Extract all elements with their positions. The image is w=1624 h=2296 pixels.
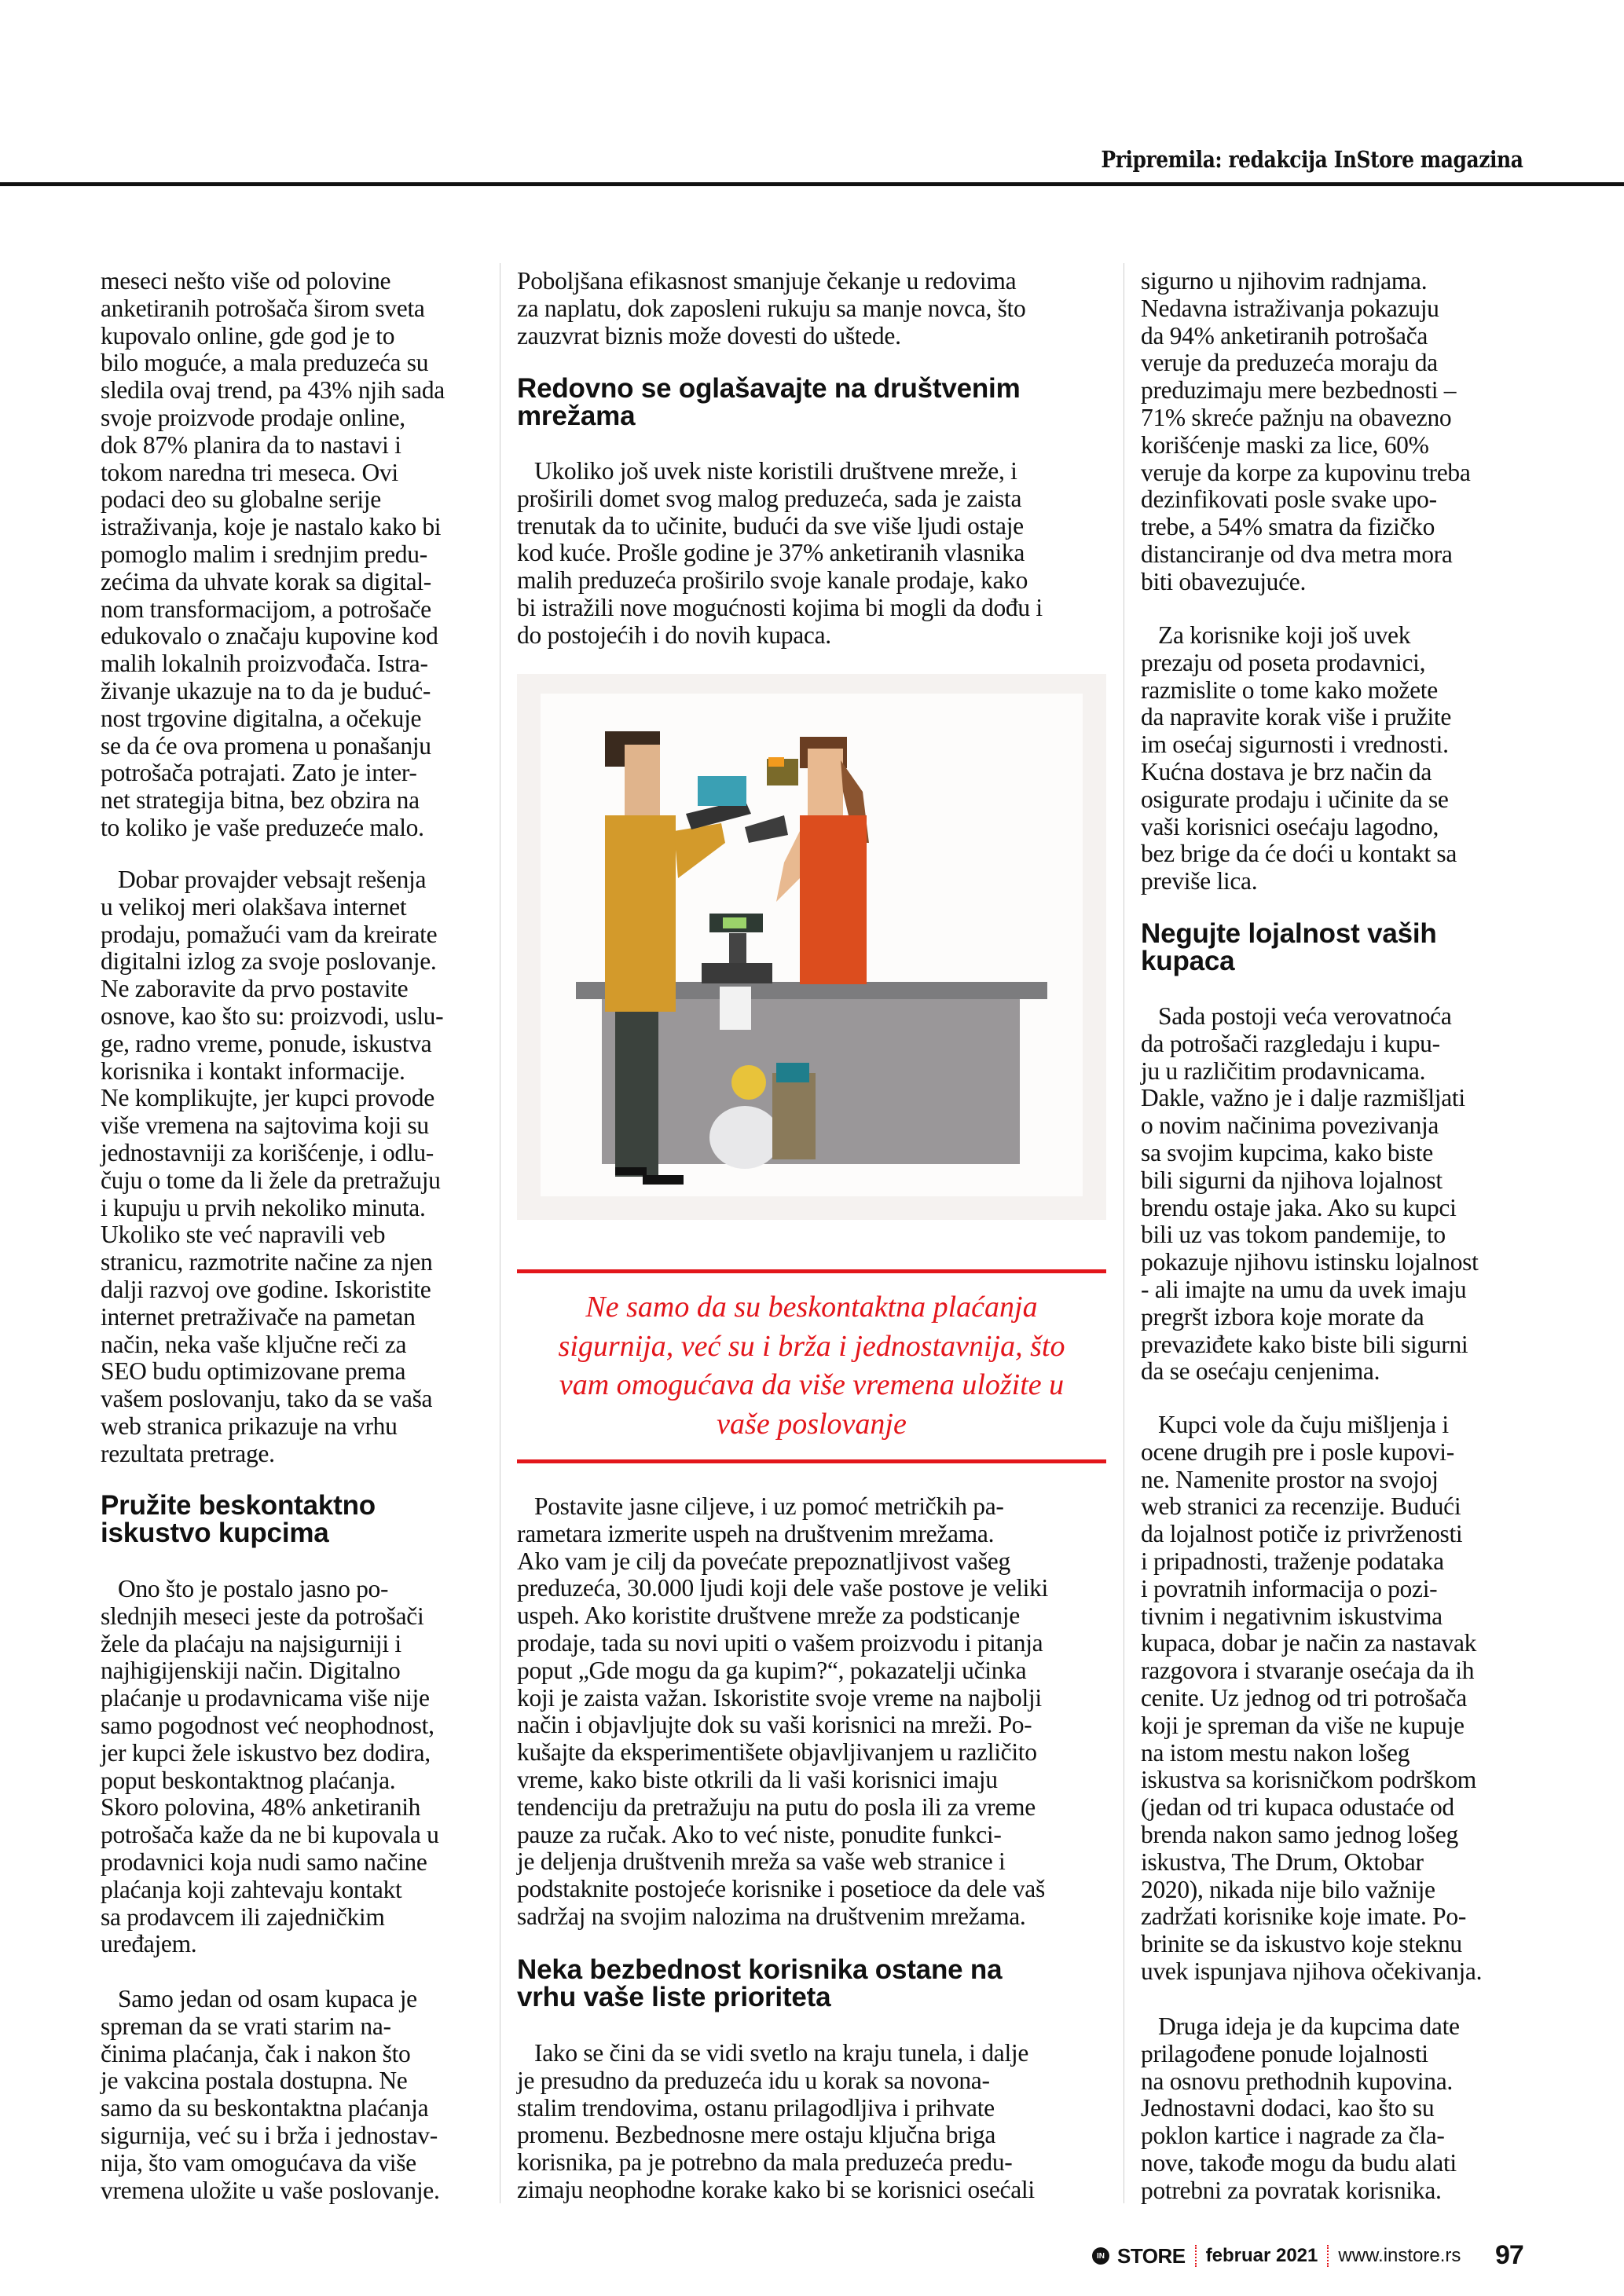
text-line: sigurno u njihovim radnjama.: [1141, 267, 1428, 295]
author-credit: Pripremila: redakcija InStore magazina: [1100, 146, 1523, 173]
paragraph: [517, 268, 1106, 350]
text-line: koji je spreman da više ne kupuje: [1141, 1711, 1465, 1739]
pull-quote-line: vam omogućava da više vremena uložite u: [559, 1368, 1065, 1402]
heading-line: Pružite beskontaktno: [101, 1490, 376, 1521]
text-line: Ukoliko još uvek niste koristili društvene mreže, i: [534, 457, 1017, 485]
text-line: korisnika i kontakt informacije.: [101, 1056, 405, 1085]
text-line: Nedavna istraživanja pokazuju: [1141, 294, 1439, 322]
text-line: brenda nakon samo jednog lošeg: [1141, 1820, 1458, 1848]
text-line: nom transformacijom, a potrošače: [101, 595, 431, 623]
text-line: poklon kartice i nagrade za čla-: [1141, 2122, 1445, 2150]
text-line: svoje proizvode prodaje online,: [101, 403, 405, 431]
text-line: istraživanja, koje je nastalo kako bi: [101, 513, 442, 541]
text-line: da lojalnost potiče iz privrženosti: [1141, 1520, 1463, 1548]
text-line: Za korisnike koji još uvek: [1158, 621, 1411, 649]
paragraph: [517, 2040, 1106, 2204]
text-line: bilo moguće, a mala preduzeća su: [101, 349, 429, 377]
text-line: (jedan od tri kupaca odustaće od: [1141, 1793, 1454, 1822]
text-line: u velikoj meri olakšava internet: [101, 892, 407, 921]
text-line: podaci deo su globalne serije: [101, 485, 381, 514]
text-line: zimaju neophodne korake kako bi se korisnici osećali: [517, 2175, 1035, 2203]
text-line: net strategija bitna, bez obzira na: [101, 786, 420, 815]
text-line: uspeh. Ako koristite društvene mreže za podsticanje: [517, 1602, 1020, 1630]
text-line: ne. Namenite prostor na svojoj: [1141, 1465, 1439, 1493]
heading-line: vrhu vaše liste prioriteta: [517, 1982, 831, 2012]
section-heading: [517, 375, 1106, 430]
text-line: sledila ovaj trend, pa 43% njih sada: [101, 376, 445, 405]
text-line: brendu ostaje jaka. Ako su kupci: [1141, 1193, 1457, 1221]
paragraph: [1141, 622, 1526, 895]
text-line: slednjih meseci jeste da potrošači: [101, 1602, 424, 1630]
section-heading: [517, 1956, 1106, 2011]
text-line: koji je zaista važan. Iskoristite svoje vreme na najbolji: [517, 1683, 1042, 1712]
pull-quote-line: vaše poslovanje: [717, 1408, 907, 1441]
text-line: nost trgovine digitalna, a očekuje: [101, 704, 422, 732]
heading-line: Redovno se oglašavajte na društvenim: [517, 373, 1021, 404]
text-line: pomoglo malim i srednjim predu-: [101, 540, 427, 568]
text-line: vremena uložite u vaše poslovanje.: [101, 2176, 440, 2204]
text-line: više vremena na sajtovima koji su: [101, 1111, 429, 1140]
text-line: poput beskontaktnog plaćanja.: [101, 1766, 396, 1794]
footer-separator: [1195, 2245, 1197, 2267]
text-line: prodaju, pomažući vam da kreirate: [101, 920, 438, 948]
text-line: cenite. Uz jednog od tri potrošača: [1141, 1683, 1467, 1712]
heading-line: iskustvo kupcima: [101, 1518, 329, 1548]
text-line: digitalni izlog za svoje poslovanje.: [101, 947, 437, 976]
text-line: prezaju od poseta prodavnici,: [1141, 648, 1426, 676]
text-line: da 94% anketiranih potrošača: [1141, 321, 1428, 350]
footer-website-link[interactable]: www.instore.rs: [1338, 2245, 1461, 2266]
paragraph: [101, 1986, 486, 2204]
text-line: distanciranje od dva metra mora: [1141, 540, 1453, 568]
paragraph: [101, 268, 486, 842]
text-line: - ali imajte na umu da uvek imaju: [1141, 1275, 1467, 1303]
text-line: Ne komplikujte, jer kupci provode: [101, 1084, 434, 1112]
text-line: kušajte da eksperimentišete objavljivanjem u različito: [517, 1738, 1037, 1767]
text-line: najhigijenskiji način. Digitalno: [101, 1657, 401, 1685]
text-line: meseci nešto više od polovine: [101, 267, 391, 295]
text-line: ge, radno vreme, ponude, iskustva: [101, 1029, 432, 1057]
text-line: malih preduzeća proširilo svoje kanale prodaje, kako: [517, 566, 1028, 595]
text-line: način i objavljujte dok su vaši korisnici na mreži. Po-: [517, 1711, 1032, 1739]
footer-separator: [1327, 2245, 1329, 2267]
text-line: 2020), nikada nije bilo važnije: [1141, 1875, 1435, 1903]
text-line: čuju o tome da li žele da pretražuju: [101, 1166, 441, 1194]
section-heading: [101, 1492, 486, 1547]
text-line: veruje da preduzeća moraju da: [1141, 349, 1438, 377]
text-line: da napravite korak više i pružite: [1141, 703, 1452, 731]
text-line: tendenciju da pretražuju na putu do posla ili za vreme: [517, 1792, 1036, 1821]
text-line: tivnim i negativnim iskustvima: [1141, 1602, 1443, 1630]
text-line: vaši korisnici osećaju lagodno,: [1141, 812, 1439, 840]
text-line: bi istražili nove mogućnosti kojima bi mogli da dođu i: [517, 593, 1043, 621]
text-line: vašem poslovanju, tako da se vaša: [101, 1385, 433, 1413]
instore-logo-icon: IN: [1092, 2247, 1109, 2265]
text-line: ju u različitim prodavnicama.: [1141, 1056, 1426, 1085]
footer-issue-date: februar 2021: [1205, 2245, 1318, 2266]
text-line: prevaziđete kako biste bili sigurni: [1141, 1330, 1468, 1358]
pull-quote-bottom-rule: [517, 1459, 1106, 1463]
paragraph: [1141, 1003, 1526, 1386]
text-line: Ne zaboravite da prvo postavite: [101, 975, 409, 1003]
text-line: dok 87% planira da to nastavi i: [101, 430, 401, 459]
text-line: SEO budu optimizovane prema: [101, 1357, 406, 1386]
text-line: i povratnih informacija o pozi-: [1141, 1574, 1438, 1602]
text-line: zadržati korisnike koje imate. Po-: [1141, 1902, 1467, 1931]
text-line: jednostavniji za korišćenje, i odlu-: [101, 1138, 434, 1166]
text-line: činima plaćanja, čak i nakon što: [101, 2039, 411, 2067]
text-line: kod kuće. Prošle godine je 37% anketiranih vlasnika: [517, 539, 1025, 567]
heading-line: Negujte lojalnost vaših: [1141, 918, 1437, 949]
text-line: rezultata pretrage.: [101, 1439, 275, 1467]
text-line: je vakcina postala dostupna. Ne: [101, 2067, 408, 2095]
text-line: i pripadnosti, traženje podataka: [1141, 1547, 1444, 1575]
pull-quote: [517, 1288, 1106, 1445]
text-line: razmislite o tome kako možete: [1141, 676, 1438, 704]
paragraph: [1141, 268, 1526, 596]
text-line: Poboljšana efikasnost smanjuje čekanje u redovima: [517, 267, 1017, 295]
text-line: osigurate prodaju i učinite da se: [1141, 785, 1449, 813]
text-line: bez brige da će doći u kontakt sa: [1141, 840, 1457, 868]
paragraph: [101, 1576, 486, 1958]
text-line: iskustva, The Drum, Oktobar: [1141, 1847, 1424, 1876]
pull-quote-line: sigurnija, već su i brža i jednostavnija, što: [558, 1329, 1065, 1363]
heading-line: Neka bezbednost korisnika ostane na: [517, 1954, 1003, 1985]
heading-line: mrežama: [517, 401, 636, 431]
paragraph: [1141, 1412, 1526, 1986]
text-line: Iako se čini da se vidi svetlo na kraju tunela, i dalje: [534, 2039, 1029, 2067]
heading-line: kupaca: [1141, 946, 1235, 976]
text-line: je deljenja društvenih mreža sa vaše web stranice i: [517, 1847, 1006, 1876]
text-line: vreme, kako biste otkrili da li vaši korisnici imaju: [517, 1765, 998, 1793]
text-line: Skoro polovina, 48% anketiranih: [101, 1793, 421, 1822]
text-line: internet pretraživače na pametan: [101, 1302, 416, 1331]
text-line: bili sigurni da njihova lojalnost: [1141, 1166, 1443, 1194]
text-line: promenu. Bezbednosne mere ostaju ključna briga: [517, 2121, 996, 2149]
text-line: da potrošači razgledaju i kupu-: [1141, 1029, 1440, 1057]
text-line: korišćenje maski za lice, 60%: [1141, 430, 1429, 459]
text-line: zauzvrat biznis može dovesti do uštede.: [517, 321, 901, 350]
footer: [1092, 2239, 1461, 2273]
text-line: kupaca, dobar je način za nastavak: [1141, 1629, 1477, 1657]
text-line: se da će ova promena u ponašanju: [101, 731, 431, 760]
text-line: prodavnici koja nudi samo načine: [101, 1847, 427, 1876]
text-line: živanje ukazuje na to da je buduć-: [101, 676, 431, 705]
text-line: potrošača kaže da ne bi kupovala u: [101, 1821, 439, 1849]
text-line: na istom mestu nakon lošeg: [1141, 1738, 1410, 1767]
text-line: da se osećaju cenjenima.: [1141, 1357, 1380, 1386]
text-line: nija, što vam omogućava da više: [101, 2148, 416, 2177]
text-line: trebe, a 54% smatra da fizičko: [1141, 513, 1435, 541]
text-line: dalji razvoj ove godine. Iskoristite: [101, 1275, 431, 1303]
text-line: previše lica.: [1141, 867, 1258, 895]
text-line: rametara izmerite uspeh na društvenim mrežama.: [517, 1519, 995, 1547]
text-line: sadržaj na svojim nalozima na društvenim mrežama.: [517, 1902, 1026, 1930]
text-line: Druga ideja je da kupcima date: [1158, 2012, 1460, 2040]
text-line: prilagođene ponude lojalnosti: [1141, 2039, 1428, 2067]
text-line: na osnovu prethodnih kupovina.: [1141, 2067, 1453, 2095]
paragraph: [517, 458, 1106, 650]
text-line: jer kupci žele iskustvo bez dodira,: [101, 1738, 431, 1767]
text-line: nove, takođe mogu da budu alati: [1141, 2148, 1457, 2177]
text-line: pauze za ručak. Ako to već niste, ponudite funkci-: [517, 1820, 1002, 1848]
text-line: razgovora i stvaranje osećaja da ih: [1141, 1657, 1475, 1685]
text-line: preduzeća, 30.000 ljudi koji dele vaše postove je veliki: [517, 1574, 1049, 1602]
text-line: sa svojim kupcima, kako biste: [1141, 1138, 1433, 1166]
text-line: Sada postoji veća verovatnoća: [1158, 1002, 1452, 1030]
header-rule: [0, 182, 1624, 186]
text-line: iskustva sa korisničkom podrškom: [1141, 1766, 1477, 1794]
page-number: 97: [1495, 2240, 1523, 2270]
text-line: i kupuju u prvih nekoliko minuta.: [101, 1193, 426, 1221]
paragraph: [1141, 2013, 1526, 2205]
text-line: stranicu, razmotrite načine za njen: [101, 1248, 433, 1276]
text-line: pregršt izbora koje morate da: [1141, 1302, 1424, 1331]
text-line: trenutak da to učinite, budući da sve više ljudi ostaje: [517, 511, 1024, 540]
text-line: tokom naredna tri meseca. Ovi: [101, 458, 398, 486]
text-line: ocene drugih pre i posle kupovi-: [1141, 1437, 1454, 1466]
text-line: poput „Gde mogu da ga kupim?“, pokazatelji učinka: [517, 1656, 1027, 1684]
text-line: do postojećih i do novih kupaca.: [517, 621, 831, 649]
text-line: to koliko je vaše preduzeće malo.: [101, 813, 424, 841]
text-line: zećima da uhvate korak sa digital-: [101, 567, 431, 595]
text-line: Dakle, važno je i dalje razmišljati: [1141, 1084, 1465, 1112]
text-line: web stranica prikazuje na vrhu: [101, 1412, 398, 1440]
text-line: pokazuje njihovu istinsku lojalnost: [1141, 1248, 1479, 1276]
text-line: Samo jedan od osam kupaca je: [118, 1985, 417, 2012]
text-line: plaćanja koji zahtevaju kontakt: [101, 1875, 402, 1903]
text-line: Ukoliko ste već napravili veb: [101, 1221, 386, 1249]
section-heading: [1141, 920, 1526, 975]
text-line: malih lokalnih proizvođača. Istra-: [101, 650, 428, 678]
text-line: Ono što je postalo jasno po-: [118, 1575, 389, 1602]
footer-brand: STORE: [1117, 2243, 1186, 2268]
text-line: proširili domet svog malog preduzeća, sada je zaista: [517, 484, 1022, 512]
text-line: o novim načinima povezivanja: [1141, 1111, 1439, 1140]
text-line: spreman da se vrati starim na-: [101, 2012, 391, 2040]
paragraph: [517, 1493, 1106, 1931]
text-line: Dobar provajder vebsajt rešenja: [118, 866, 427, 893]
text-line: edukovalo o značaju kupovine kod: [101, 622, 438, 650]
text-line: samo da su beskontaktna plaćanja: [101, 2094, 429, 2122]
text-line: Kupci vole da čuju mišljenja i: [1158, 1411, 1449, 1438]
text-line: Jednostavni dodaci, kao što su: [1141, 2094, 1435, 2122]
pull-quote-line: Ne samo da su beskontaktna plaćanja: [585, 1291, 1038, 1324]
text-line: podstaknite postojeće korisnike i posetioce da dele vaš: [517, 1875, 1045, 1903]
text-line: Kućna dostava je brz način da: [1141, 757, 1432, 785]
text-line: veruje da korpe za kupovinu treba: [1141, 458, 1471, 486]
text-line: plaćanje u prodavnicama više nije: [101, 1684, 430, 1712]
text-line: korisnika, pa je potrebno da mala preduzeća predu-: [517, 2148, 1013, 2177]
text-line: za naplatu, dok zaposleni rukuju sa manje novca, što: [517, 294, 1026, 322]
text-line: žele da plaćaju na najsigurniji i: [101, 1629, 401, 1657]
text-line: sigurnija, već su i brža i jednostav-: [101, 2121, 438, 2149]
text-line: stalim trendovima, ostanu prilagodljiva i prihvate: [517, 2093, 995, 2122]
text-line: osnove, kao što su: proizvodi, uslu-: [101, 1002, 444, 1030]
text-line: sa prodavcem ili zajedničkim: [101, 1902, 385, 1931]
text-line: samo pogodnost već neophodnost,: [101, 1711, 434, 1739]
text-line: web stranici za recenzije. Budući: [1141, 1492, 1461, 1521]
contactless-payment-illustration: [517, 674, 1106, 1220]
text-line: Ako vam je cilj da povećate prepoznatljivost vašeg: [517, 1547, 1010, 1575]
text-line: kupovalo online, gde god je to: [101, 321, 395, 350]
text-line: uvek ispunjava njihova očekivanja.: [1141, 1957, 1483, 1985]
text-line: dezinfikovati posle svake upo-: [1141, 485, 1437, 514]
text-line: način, neka vaše ključne reči za: [101, 1330, 407, 1358]
paragraph: [101, 866, 486, 1468]
text-line: je presudno da preduzeća idu u korak sa novona-: [517, 2066, 990, 2094]
text-line: 71% skreće pažnju na obavezno: [1141, 403, 1452, 431]
text-line: prodaje, tada su novi upiti o vašem proizvodu i pitanja: [517, 1628, 1043, 1657]
text-line: biti obavezujuće.: [1141, 567, 1307, 595]
text-line: potrošača potrajati. Zato je inter-: [101, 759, 417, 787]
text-line: potrebni za povratak korisnika.: [1141, 2176, 1442, 2204]
text-line: uređajem.: [101, 1930, 197, 1958]
pull-quote-top-rule: [517, 1269, 1106, 1273]
text-line: im osećaj sigurnosti i vrednosti.: [1141, 731, 1449, 759]
text-line: anketiranih potrošača širom sveta: [101, 294, 425, 322]
text-line: Postavite jasne ciljeve, i uz pomoć metričkih pa-: [534, 1492, 1004, 1520]
text-line: preduzimaju mere bezbednosti –: [1141, 376, 1457, 405]
text-line: bili uz vas tokom pandemije, to: [1141, 1221, 1446, 1249]
text-line: brinite se da iskustvo koje steknu: [1141, 1930, 1462, 1958]
